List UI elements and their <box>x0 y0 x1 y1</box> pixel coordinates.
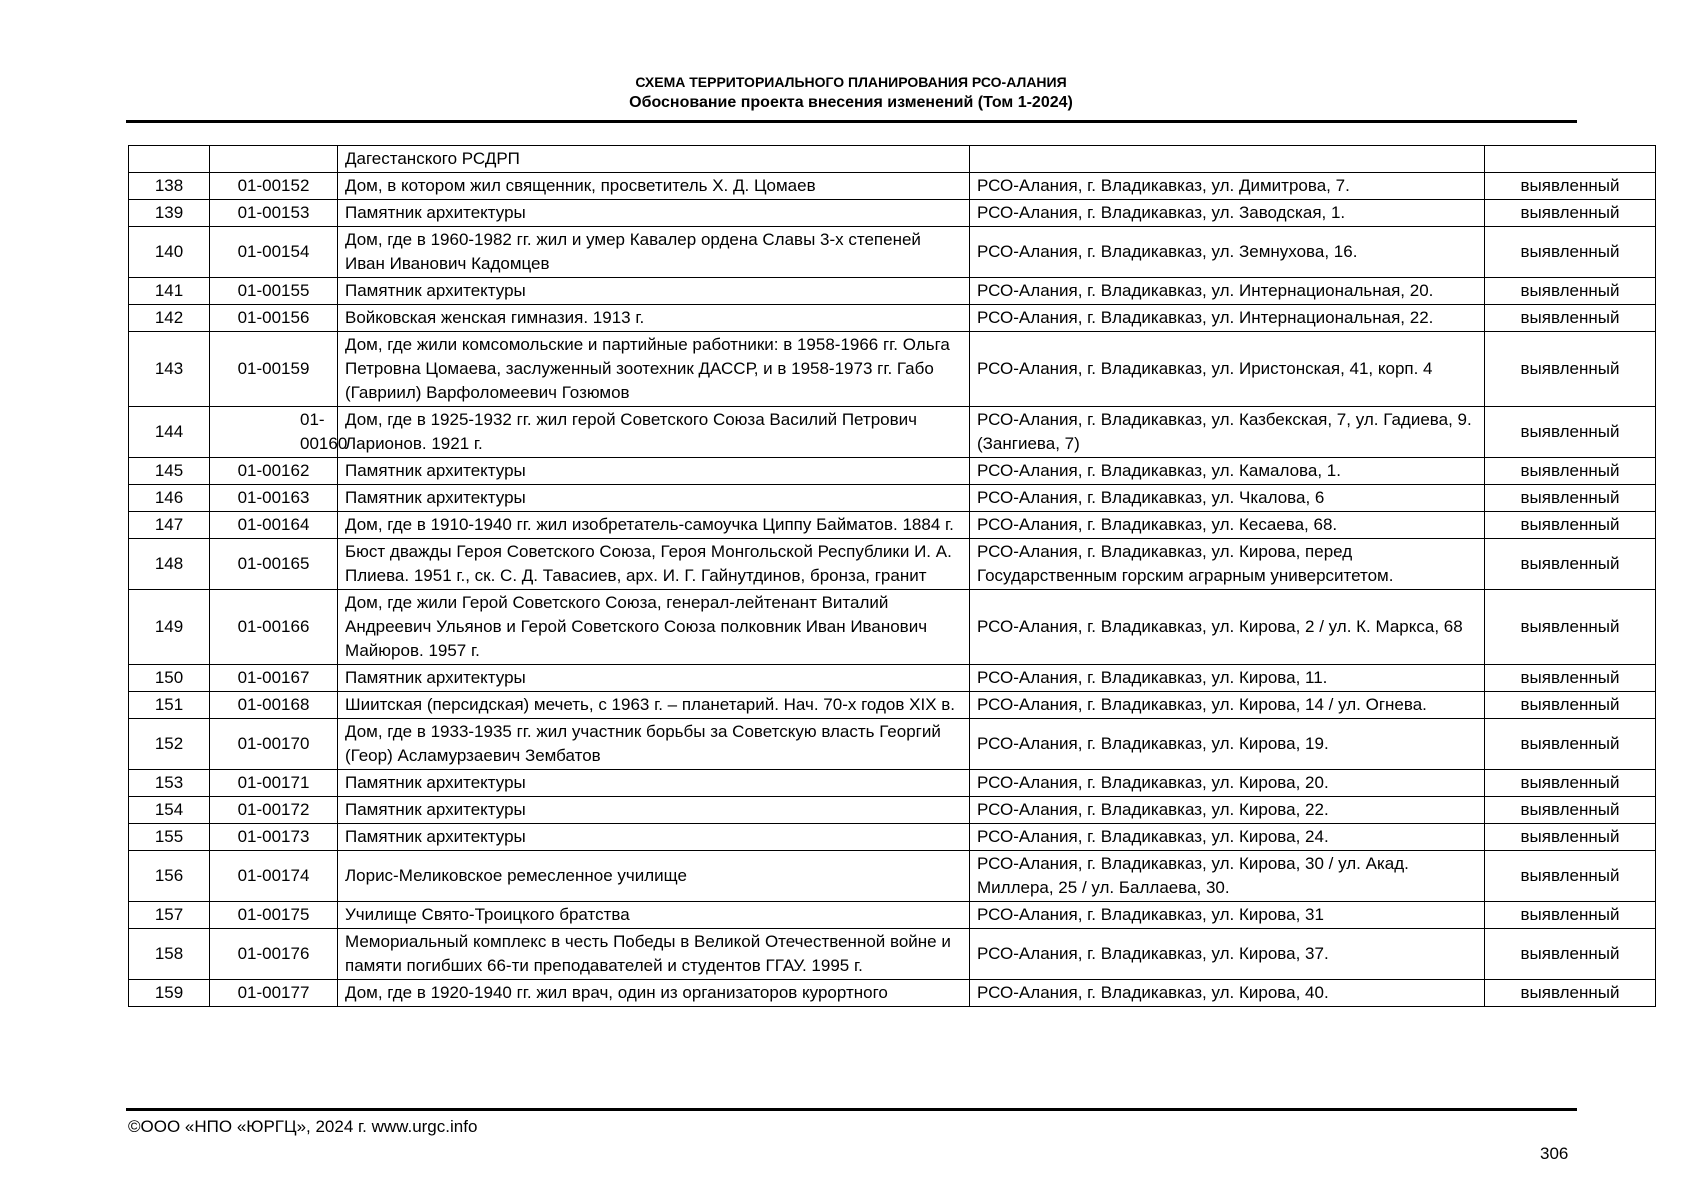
row-status: выявленный <box>1485 929 1656 980</box>
table-row <box>129 407 1656 458</box>
row-number: 149 <box>129 590 210 665</box>
row-address: РСО-Алания, г. Владикавказ, ул. Димитрова, 7. <box>970 173 1485 200</box>
table-row <box>129 227 1656 278</box>
table-row <box>129 719 1656 770</box>
row-number: 143 <box>129 332 210 407</box>
row-status: выявленный <box>1485 200 1656 227</box>
row-code: 01-00152 <box>210 173 338 200</box>
table-row <box>129 512 1656 539</box>
page-header <box>126 72 1576 114</box>
row-number: 148 <box>129 539 210 590</box>
table-row <box>129 332 1656 407</box>
row-code: 01-00154 <box>210 227 338 278</box>
row-number: 140 <box>129 227 210 278</box>
row-address: РСО-Алания, г. Владикавказ, ул. Интернациональная, 20. <box>970 278 1485 305</box>
row-address: РСО-Алания, г. Владикавказ, ул. Иристонская, 41, корп. 4 <box>970 332 1485 407</box>
row-status: выявленный <box>1485 902 1656 929</box>
row-status: выявленный <box>1485 665 1656 692</box>
table-row <box>129 980 1656 1007</box>
row-address <box>970 146 1485 173</box>
row-number: 157 <box>129 902 210 929</box>
table-row <box>129 173 1656 200</box>
row-address: РСО-Алания, г. Владикавказ, ул. Кирова, 40. <box>970 980 1485 1007</box>
row-object-name: Мемориальный комплекс в честь Победы в Великой Отечественной войне и памяти погибших 66-ти преподавателей и студентов ГГАУ. 1995 г. <box>338 929 970 980</box>
table-row <box>129 902 1656 929</box>
row-object-name: Войковская женская гимназия. 1913 г. <box>338 305 970 332</box>
row-code: 01-00176 <box>210 929 338 980</box>
row-address: РСО-Алания, г. Владикавказ, ул. Земнухова, 16. <box>970 227 1485 278</box>
row-status: выявленный <box>1485 692 1656 719</box>
row-object-name: Памятник архитектуры <box>338 770 970 797</box>
row-number: 152 <box>129 719 210 770</box>
row-code: 01-00177 <box>210 980 338 1007</box>
row-object-name: Дом, где жили комсомольские и партийные работники: в 1958-1966 гг. Ольга Петровна Цомаева, заслуженный зоотехник ДАССР, и в 1958-1973 гг. Габо (Гавриил) Варфоломеевич Гозюмов <box>338 332 970 407</box>
row-object-name: Дагестанского РСДРП <box>338 146 970 173</box>
table-row <box>129 770 1656 797</box>
row-status: выявленный <box>1485 851 1656 902</box>
row-number: 141 <box>129 278 210 305</box>
row-object-name: Училище Свято-Троицкого братства <box>338 902 970 929</box>
row-status: выявленный <box>1485 770 1656 797</box>
row-status: выявленный <box>1485 824 1656 851</box>
row-code: 01-00160 <box>210 407 338 458</box>
row-status: выявленный <box>1485 278 1656 305</box>
row-address: РСО-Алания, г. Владикавказ, ул. Кирова, 31 <box>970 902 1485 929</box>
row-status: выявленный <box>1485 485 1656 512</box>
row-code: 01-00164 <box>210 512 338 539</box>
row-number: 150 <box>129 665 210 692</box>
row-code <box>210 146 338 173</box>
row-code: 01-00173 <box>210 824 338 851</box>
row-number: 146 <box>129 485 210 512</box>
row-number: 142 <box>129 305 210 332</box>
row-address: РСО-Алания, г. Владикавказ, ул. Камалова, 1. <box>970 458 1485 485</box>
row-code: 01-00175 <box>210 902 338 929</box>
row-object-name: Бюст дважды Героя Советского Союза, Героя Монгольской Республики И. А. Плиева. 1951 г., ск. С. Д. Тавасиев, арх. И. Г. Гайнутдинов, бронза, гранит <box>338 539 970 590</box>
row-number: 145 <box>129 458 210 485</box>
row-status: выявленный <box>1485 719 1656 770</box>
row-number <box>129 146 210 173</box>
row-status: выявленный <box>1485 512 1656 539</box>
document-subtitle: Обоснование проекта внесения изменений (Том 1-2024) <box>629 94 1073 111</box>
row-code: 01-00170 <box>210 719 338 770</box>
row-object-name: Дом, где в 1933-1935 гг. жил участник борьбы за Советскую власть Георгий (Геор) Асламурзаевич Зембатов <box>338 719 970 770</box>
row-address: РСО-Алания, г. Владикавказ, ул. Кирова, 37. <box>970 929 1485 980</box>
table-row <box>129 851 1656 902</box>
page-number: 306 <box>1540 1144 1569 1163</box>
row-status: выявленный <box>1485 407 1656 458</box>
table-row <box>129 458 1656 485</box>
row-status: выявленный <box>1485 539 1656 590</box>
row-address: РСО-Алания, г. Владикавказ, ул. Кирова, 30 / ул. Акад. Миллера, 25 / ул. Баллаева, 30. <box>970 851 1485 902</box>
row-number: 156 <box>129 851 210 902</box>
row-number: 154 <box>129 797 210 824</box>
row-object-name: Дом, где в 1920-1940 гг. жил врач, один из организаторов курортного <box>338 980 970 1007</box>
row-number: 158 <box>129 929 210 980</box>
row-code: 01-00174 <box>210 851 338 902</box>
row-status: выявленный <box>1485 305 1656 332</box>
table-row <box>129 539 1656 590</box>
row-number: 153 <box>129 770 210 797</box>
row-status: выявленный <box>1485 332 1656 407</box>
row-number: 147 <box>129 512 210 539</box>
row-code: 01-00171 <box>210 770 338 797</box>
row-number: 159 <box>129 980 210 1007</box>
table-row <box>129 305 1656 332</box>
row-code: 01-00159 <box>210 332 338 407</box>
table-row <box>129 485 1656 512</box>
row-number: 139 <box>129 200 210 227</box>
row-address: РСО-Алания, г. Владикавказ, ул. Кирова, 11. <box>970 665 1485 692</box>
row-address: РСО-Алания, г. Владикавказ, ул. Кирова, 20. <box>970 770 1485 797</box>
row-address: РСО-Алания, г. Владикавказ, ул. Кирова, 22. <box>970 797 1485 824</box>
header-rule <box>126 120 1577 123</box>
row-code: 01-00163 <box>210 485 338 512</box>
row-address: РСО-Алания, г. Владикавказ, ул. Кирова, перед Государственным горским аграрным университетом. <box>970 539 1485 590</box>
row-address: РСО-Алания, г. Владикавказ, ул. Чкалова, 6 <box>970 485 1485 512</box>
row-address: РСО-Алания, г. Владикавказ, ул. Кирова, 2 / ул. К. Маркса, 68 <box>970 590 1485 665</box>
row-object-name: Памятник архитектуры <box>338 458 970 485</box>
table-row <box>129 929 1656 980</box>
row-object-name: Памятник архитектуры <box>338 824 970 851</box>
row-code: 01-00162 <box>210 458 338 485</box>
row-code: 01-00168 <box>210 692 338 719</box>
row-address: РСО-Алания, г. Владикавказ, ул. Кесаева, 68. <box>970 512 1485 539</box>
row-code: 01-00172 <box>210 797 338 824</box>
row-number: 138 <box>129 173 210 200</box>
row-status: выявленный <box>1485 797 1656 824</box>
row-object-name: Памятник архитектуры <box>338 797 970 824</box>
row-status: выявленный <box>1485 458 1656 485</box>
row-object-name: Дом, в котором жил священник, просветитель Х. Д. Цомаев <box>338 173 970 200</box>
table-row <box>129 824 1656 851</box>
row-number: 151 <box>129 692 210 719</box>
row-status: выявленный <box>1485 227 1656 278</box>
table-row <box>129 692 1656 719</box>
row-address: РСО-Алания, г. Владикавказ, ул. Кирова, 24. <box>970 824 1485 851</box>
row-code: 01-00156 <box>210 305 338 332</box>
row-status: выявленный <box>1485 173 1656 200</box>
row-object-name: Памятник архитектуры <box>338 200 970 227</box>
row-number: 155 <box>129 824 210 851</box>
row-object-name: Памятник архитектуры <box>338 485 970 512</box>
row-status: выявленный <box>1485 590 1656 665</box>
table-row <box>129 200 1656 227</box>
row-address: РСО-Алания, г. Владикавказ, ул. Кирова, 14 / ул. Огнева. <box>970 692 1485 719</box>
table-row <box>129 278 1656 305</box>
table-row <box>129 797 1656 824</box>
row-address: РСО-Алания, г. Владикавказ, ул. Заводская, 1. <box>970 200 1485 227</box>
row-object-name: Лорис-Меликовское ремесленное училище <box>338 851 970 902</box>
row-status <box>1485 146 1656 173</box>
table-row-continuation <box>129 146 1656 173</box>
row-code: 01-00165 <box>210 539 338 590</box>
row-address: РСО-Алания, г. Владикавказ, ул. Кирова, 19. <box>970 719 1485 770</box>
row-object-name: Памятник архитектуры <box>338 665 970 692</box>
row-object-name: Памятник архитектуры <box>338 278 970 305</box>
row-code: 01-00166 <box>210 590 338 665</box>
row-object-name: Дом, где в 1925-1932 гг. жил герой Советского Союза Василий Петрович Ларионов. 1921 г. <box>338 407 970 458</box>
table-row <box>129 665 1656 692</box>
row-code: 01-00167 <box>210 665 338 692</box>
row-object-name: Дом, где жили Герой Советского Союза, генерал-лейтенант Виталий Андреевич Ульянов и Герой Советского Союза полковник Иван Иванович Майюров. 1957 г. <box>338 590 970 665</box>
row-code: 01-00153 <box>210 200 338 227</box>
row-object-name: Дом, где в 1910-1940 гг. жил изобретатель-самоучка Циппу Байматов. 1884 г. <box>338 512 970 539</box>
footer-copyright: ©ООО «НПО «ЮРГЦ», 2024 г. www.urgc.info <box>128 1117 478 1136</box>
table-row <box>129 590 1656 665</box>
footer-rule <box>126 1108 1577 1111</box>
row-address: РСО-Алания, г. Владикавказ, ул. Интернациональная, 22. <box>970 305 1485 332</box>
heritage-table <box>128 145 1656 1007</box>
row-status: выявленный <box>1485 980 1656 1007</box>
document-title: СХЕМА ТЕРРИТОРИАЛЬНОГО ПЛАНИРОВАНИЯ РСО-АЛАНИЯ <box>635 74 1067 90</box>
row-number: 144 <box>129 407 210 458</box>
row-address: РСО-Алания, г. Владикавказ, ул. Казбекская, 7, ул. Гадиева, 9. (Зангиева, 7) <box>970 407 1485 458</box>
row-code: 01-00155 <box>210 278 338 305</box>
row-object-name: Шиитская (персидская) мечеть, с 1963 г. – планетарий. Нач. 70-х годов XIX в. <box>338 692 970 719</box>
row-object-name: Дом, где в 1960-1982 гг. жил и умер Кавалер ордена Славы 3-х степеней Иван Иванович Кадомцев <box>338 227 970 278</box>
